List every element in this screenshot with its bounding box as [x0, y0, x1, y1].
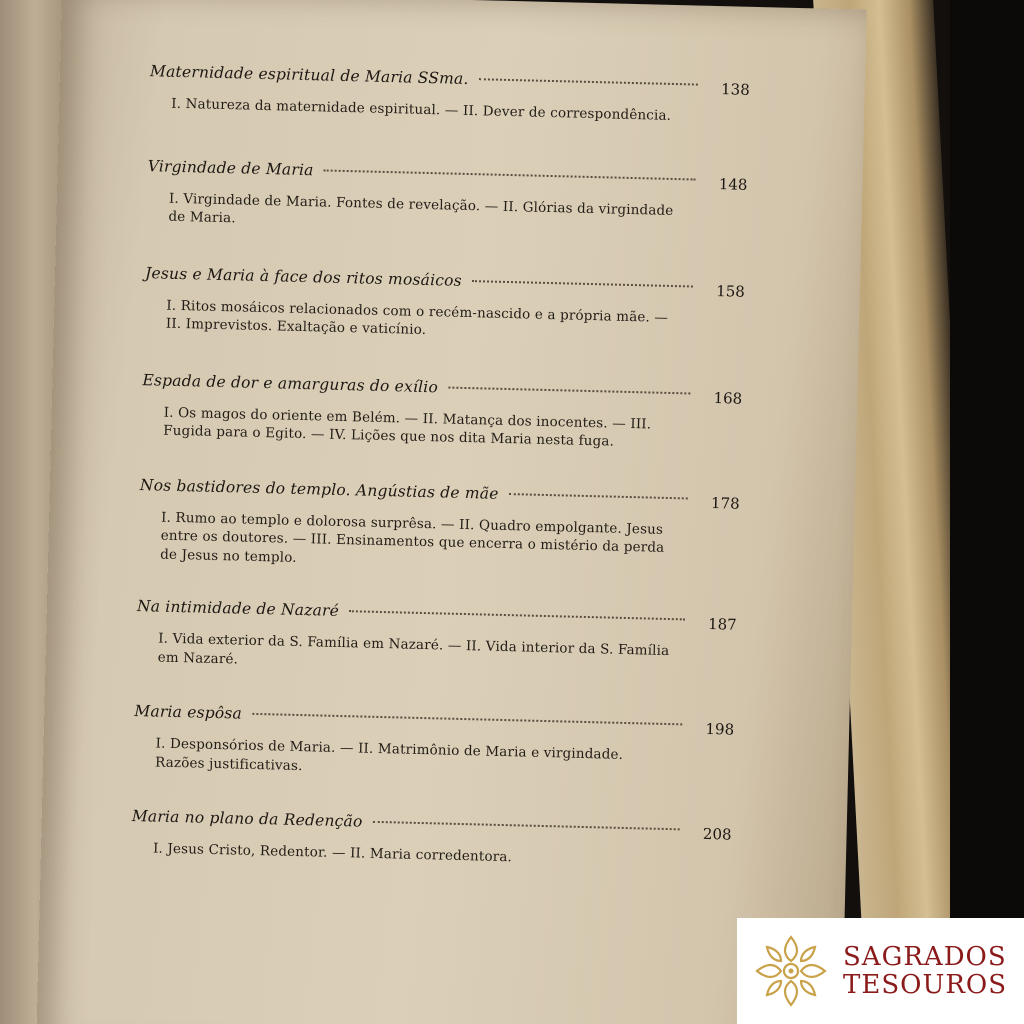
- toc-entry-title: Na intimidade de Nazaré: [136, 597, 340, 620]
- toc-entry: [138, 476, 740, 578]
- toc-entry-page-number: 158: [715, 281, 746, 301]
- dark-background: [950, 0, 1024, 1024]
- toc-entry: [146, 157, 748, 241]
- toc-entry-title-row: [149, 62, 750, 99]
- watermark-line-1: SAGRADOS: [843, 942, 1007, 972]
- dot-leader: [252, 713, 682, 726]
- toc-entry-page-number: 168: [713, 388, 743, 408]
- dot-leader: [372, 821, 679, 831]
- dot-leader: [479, 78, 698, 85]
- toc-entry-page-number: 178: [710, 493, 740, 513]
- toc-entry-title: Maria no plano da Redenção: [131, 806, 363, 831]
- toc-entry-title-row: [136, 597, 737, 634]
- toc-entry: [149, 62, 750, 127]
- toc-entry-description: I. Vida exterior da S. Família em Nazaré. — II. Vida interior da S. Família em Nazaré.: [157, 630, 670, 667]
- watermark-logo: [737, 918, 1024, 1024]
- toc-entry-title-row: [134, 701, 735, 739]
- toc-entry: [144, 264, 746, 348]
- toc-entry-title: Maternidade espiritual de Maria SSma.: [149, 62, 469, 88]
- toc-entry-title-row: [144, 263, 746, 301]
- dot-leader: [349, 610, 685, 620]
- toc-entry-description: I. Rumo ao templo e dolorosa surprêsa. — II. Quadro empolgante. Jesus entre os doutores. — III. Ensinamentos que encerra o mistério da perda de Jesus no templo.: [160, 509, 665, 566]
- toc-entry-title-row: [147, 156, 748, 194]
- toc-entry: [131, 807, 732, 872]
- toc-entry-description: I. Desponsórios de Maria. — II. Matrimônio de Maria e virgindade. Razões justificativas.: [154, 735, 624, 774]
- toc-entry-page-number: 208: [702, 824, 732, 844]
- ornament-emblem-icon: [751, 931, 831, 1011]
- toc-entry-title: Virgindade de Maria: [147, 156, 314, 179]
- toc-entry-title: Nos bastidores do templo. Angústias de mãe: [139, 475, 499, 503]
- toc-entry-description: I. Ritos mosáicos relacionados com o recém-nascido e a própria mãe. — II. Imprevistos. Exaltação e vaticínio.: [165, 297, 669, 338]
- dot-leader: [472, 280, 693, 287]
- toc-entry-description: I. Os magos do oriente em Belém. — II. Matança dos inocentes. — III. Fugida para o Egito. — IV. Lições que nos dita Maria nesta fuga.: [163, 404, 652, 450]
- toc-entry-page-number: 148: [718, 174, 748, 194]
- dot-leader: [509, 493, 688, 499]
- watermark-wordmark: [843, 943, 1007, 999]
- toc-entry-description: I. Natureza da maternidade espiritual. — II. Dever de correspondência.: [171, 95, 672, 124]
- toc-entry-page-number: 187: [707, 614, 737, 634]
- toc-entry-title: Maria espôsa: [134, 701, 243, 723]
- toc-entry-title-row: [139, 475, 740, 513]
- table-of-contents: [131, 62, 750, 872]
- toc-entry-title: Jesus e Maria à face dos ritos mosáicos: [144, 263, 463, 290]
- toc-entry-description: I. Jesus Cristo, Redentor. — II. Maria corredentora.: [152, 840, 513, 866]
- dot-leader: [448, 386, 690, 394]
- toc-entry-description: I. Virgindade de Maria. Fontes de revelação. — II. Glórias da virgindade de Maria.: [168, 190, 674, 227]
- toc-entry: [133, 702, 735, 786]
- dot-leader: [324, 169, 696, 180]
- watermark-line-2: TESOUROS: [843, 970, 1008, 1000]
- toc-entry-title-row: [131, 806, 732, 844]
- toc-entry-title: Espada de dor e amarguras do exílio: [142, 370, 439, 396]
- toc-entry-page-number: 138: [720, 80, 750, 99]
- toc-entry: [136, 597, 738, 681]
- book-page: [36, 0, 867, 1024]
- toc-entry-title-row: [142, 370, 743, 408]
- toc-entry: [141, 371, 743, 455]
- toc-entry-page-number: 198: [705, 719, 735, 739]
